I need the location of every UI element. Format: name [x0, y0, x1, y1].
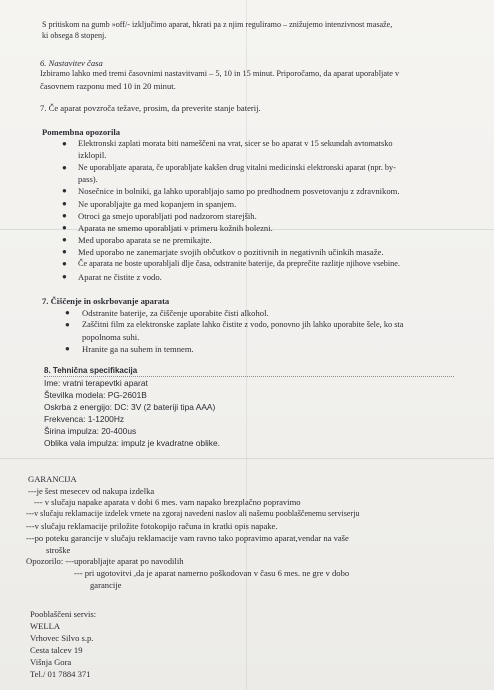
- bullet-icon: ●: [62, 272, 67, 281]
- bullet-icon: ●: [62, 199, 67, 208]
- spec-line: Oskrba z energijo: DC: 3V (2 bateriji tipa AAA): [44, 402, 216, 412]
- spec-line: Ime: vratni terapevtki aparat: [44, 378, 148, 388]
- section-heading: Pomembna opozorila: [42, 127, 121, 137]
- cleaning-item: Zaščitni film za elektronske zaplate lahko čistite z vodo, ponovno jih lahko uporabite šele, ko sta: [82, 320, 404, 329]
- body-line: časovnem razponu med 10 in 20 minut.: [40, 81, 176, 91]
- warranty-line: --- pri ugotovitvi ,da je aparat namerno poškodovan v času 6 mes. ne gre v dobo: [74, 568, 350, 578]
- bullet-icon: ●: [62, 235, 67, 244]
- warning-item: pass).: [78, 174, 98, 184]
- warranty-line: garancije: [90, 580, 122, 590]
- warning-item: Otroci ga smejo uporabljati pod nadzorom starejših.: [78, 211, 257, 221]
- bullet-icon: ●: [62, 211, 67, 220]
- warning-item: Ne uporabljate aparata, če uporabljate kakšen drug vitalni medicinski elektronski aparat (npr. by-: [78, 163, 396, 172]
- warning-item: Aparata ne smemo uporabljati v primeru kožnih bolezni.: [78, 223, 273, 233]
- warranty-line: ---v slučaju reklamacije priložite fotokopijo računa in kratki opis napake.: [26, 521, 278, 531]
- spec-line: Frekvenca: 1-1200Hz: [44, 414, 125, 424]
- warranty-line: --- v slučaju napake aparata v dobi 6 mes. vam napako brezplačno popravimo: [34, 497, 301, 507]
- paper-fold: [0, 458, 494, 459]
- section-heading: Pooblaščeni servis:: [30, 609, 97, 619]
- section-heading: GARANCIJA: [28, 474, 77, 484]
- bullet-icon: ●: [62, 247, 67, 256]
- warranty-line: ---je šest mesecev od nakupa izdelka: [28, 486, 155, 496]
- warning-item: Med uporabo aparata se ne premikajte.: [78, 235, 212, 245]
- service-line: WELLA: [30, 621, 61, 631]
- body-line: Izbiramo lahko med tremi časovnimi nastavitvami – 5, 10 in 15 minut. Priporočamo, da aparat uporabljate v: [40, 69, 400, 78]
- warning-item: izklopil.: [78, 150, 107, 160]
- bullet-icon: ●: [62, 223, 67, 232]
- bullet-icon: ●: [62, 163, 67, 172]
- bullet-icon: ●: [65, 320, 70, 329]
- bullet-icon: ●: [62, 259, 67, 268]
- warning-item: Elektronski zaplati morata biti nameščeni na vrat, sicer se bo aparat v 15 sekundah avtomatsko: [78, 139, 393, 148]
- intro-line: S pritiskom na gumb »off/- izključimo aparat, hkrati pa z njim reguliramo – znižujemo intenzivnost masaže,: [42, 20, 393, 29]
- bullet-icon: ●: [62, 186, 67, 195]
- warning-item: Če aparata ne boste uporabljali dlje časa, odstranite baterije, da preprečite razlitje njihove vsebine.: [78, 259, 400, 268]
- service-line: Tel./ 01 7884 371: [30, 669, 91, 679]
- section-heading: 7. Čiščenje in oskrbovanje aparata: [42, 296, 170, 306]
- spec-line: Širina impulza: 20-400us: [44, 426, 137, 436]
- bullet-icon: ●: [65, 344, 70, 353]
- cleaning-item: popolnoma suhi.: [82, 332, 140, 342]
- service-line: Višnja Gora: [30, 657, 72, 667]
- warranty-line: Opozorilo: ---uporabljajte aparat po navodilih: [26, 556, 184, 566]
- bullet-icon: ●: [65, 308, 70, 317]
- spec-line: Oblika vala impulza: impulz je kvadratne oblike.: [44, 438, 220, 448]
- cleaning-item: Hranite ga na suhem in temnem.: [82, 344, 194, 354]
- warning-item: Ne uporabljajte ga med kopanjem in spanjem.: [78, 199, 237, 209]
- bullet-icon: ●: [62, 139, 67, 148]
- intro-line: ki obsega 8 stopenj.: [42, 31, 107, 40]
- service-line: Cesta talcev 19: [30, 645, 83, 655]
- section-heading: 8. Tehnična specifikacija: [44, 366, 138, 375]
- spec-line: Številka modela: PG-2601B: [44, 390, 147, 400]
- cleaning-item: Odstranite baterije, za čiščenje uporabite čisti alkohol.: [82, 308, 269, 318]
- warranty-line: ---po poteku garancije v slučaju reklamacije vam ravno tako popravimo aparat,vendar na vaše: [26, 533, 349, 543]
- body-line: 7. Če aparat povzroča težave, prosim, da preverite stanje baterij.: [40, 103, 261, 113]
- service-line: Vrhovec Silvo s.p.: [30, 633, 94, 643]
- warning-item: Nosečnice in bolniki, ga lahko uporabljajo samo po predhodnem posvetovanju z zdravnikom.: [78, 186, 400, 196]
- warning-item: Aparat ne čistite z vodo.: [78, 272, 162, 282]
- warranty-line: stroške: [46, 545, 71, 555]
- warranty-line: ---v slučaju reklamacije izdelek vrnete na zgoraj navedeni naslov ali našemu pooblaščenemu serviserju: [26, 509, 360, 518]
- section-heading: 6. Nastavitev časa: [40, 58, 103, 68]
- warning-item: Med uporabo ne zanemarjate svojih občutkov o pozitivnih in negativnih učinkih masaže.: [78, 247, 384, 257]
